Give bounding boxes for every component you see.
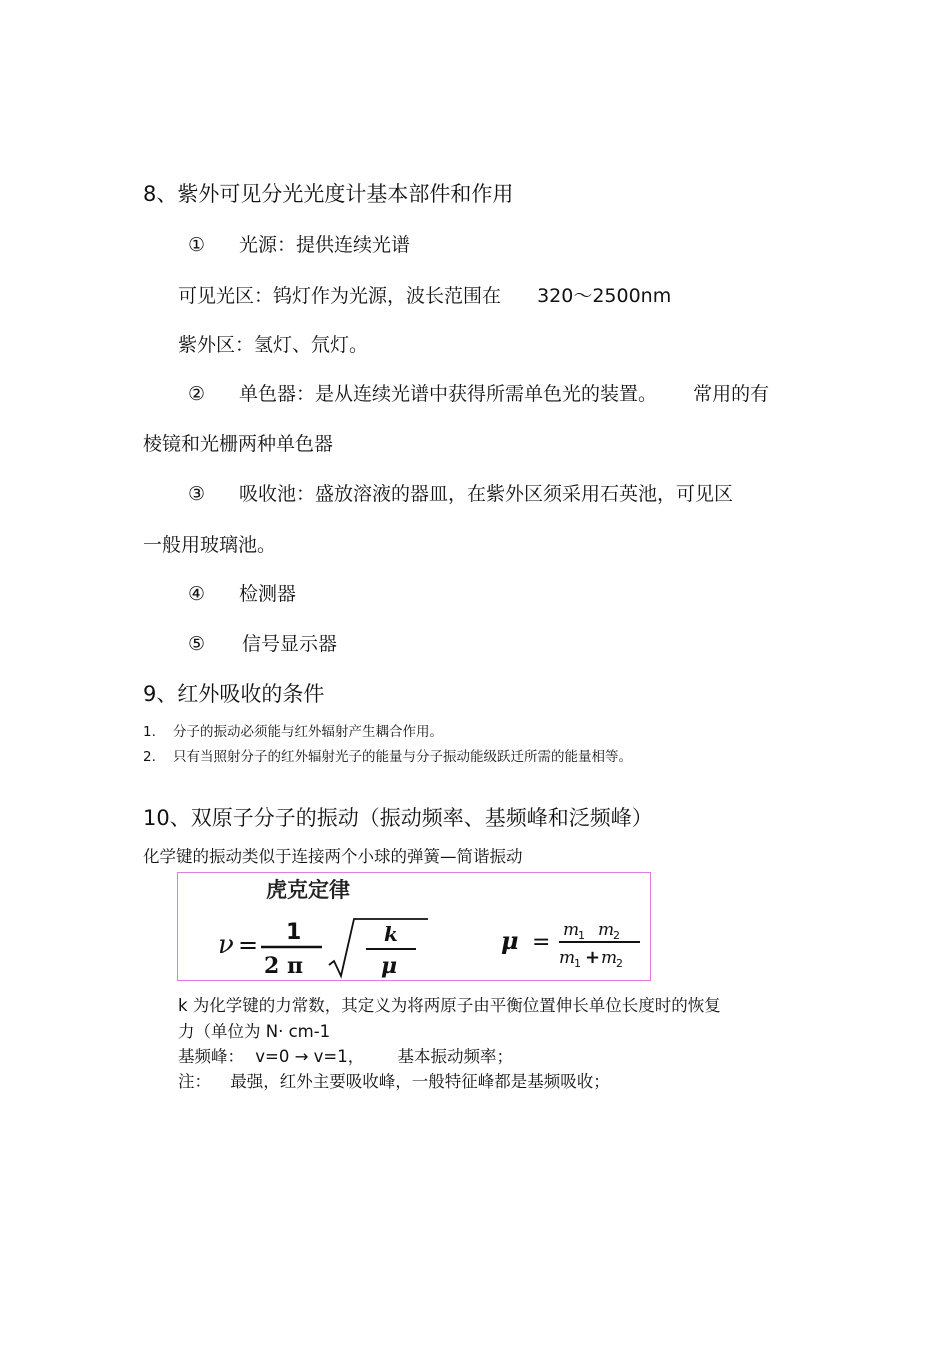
formula-nu: ν: [218, 930, 234, 960]
note-line: [178, 1068, 610, 1092]
visible-light-line: [178, 281, 671, 308]
item1-text: 光源：提供连续光谱: [239, 234, 411, 256]
sqrt-sign: [329, 919, 428, 976]
section10-heading: 10、双原子分子的振动（振动频率、基频峰和泛频峰）: [143, 806, 653, 830]
formula-m2-den: m: [601, 948, 618, 968]
list-item: [143, 745, 632, 765]
item2-continuation: 棱镜和光栅两种单色器: [143, 433, 334, 455]
formula-sub1-den: 1: [574, 957, 581, 970]
formula-equals-2: =: [532, 930, 551, 955]
list-number: 2.: [143, 749, 156, 765]
list-text: 分子的振动必须能与红外辐射产生耦合作用。: [173, 724, 443, 740]
list-item: [143, 720, 443, 740]
item1-marker: ①: [188, 234, 206, 256]
item2-text: 单色器：是从连续光谱中获得所需单色光的装置。: [239, 383, 658, 405]
item3-text: 吸收池：盛放溶液的器皿，在紫外区须采用石英池，可见区: [239, 483, 734, 505]
fundamental-peak-line: [178, 1043, 513, 1067]
hookes-law-formula: [177, 872, 651, 981]
formula-m1-num: m: [563, 920, 580, 940]
item1: [188, 230, 410, 257]
formula-two-pi: 2 π: [264, 953, 304, 979]
item4-marker: ④: [188, 583, 206, 605]
formula-one: 1: [286, 920, 302, 945]
formula-m1-den: m: [559, 948, 576, 968]
item3-marker: ③: [188, 483, 206, 505]
formula-title: 虎克定律: [266, 878, 350, 902]
formula-sub2-num: 2: [613, 929, 620, 942]
section9-heading: 9、红外吸收的条件: [143, 682, 325, 706]
wavelength-range: 320～2500nm: [537, 285, 672, 307]
fundamental-transition: v=0 → v=1，: [255, 1047, 365, 1066]
uv-region-line: 紫外区：氢灯、氘灯。: [178, 334, 369, 356]
visible-light-label: 可见光区：钨灯作为光源，波长范围在: [178, 285, 502, 307]
section8-heading: 8、紫外可见分光光度计基本部件和作用: [143, 182, 514, 206]
item4: [188, 579, 296, 606]
item3: [188, 479, 733, 506]
fundamental-desc: 基本振动频率；: [397, 1047, 513, 1066]
formula-sub2-den: 2: [616, 957, 623, 970]
formula-sub1-num: 1: [578, 929, 585, 942]
formula-mu: μ: [381, 953, 398, 979]
section10-intro: 化学键的振动类似于连接两个小球的弹簧—简谐振动: [143, 847, 523, 866]
formula-mu-lhs: μ: [501, 926, 519, 955]
k-definition-line1: k 为化学键的力常数，其定义为将两原子由平衡位置伸长单位长度时的恢复: [178, 996, 721, 1015]
k-definition-line2: 力（单位为 N· cm-1: [178, 1022, 331, 1041]
item5-text: 信号显示器: [242, 633, 338, 655]
item4-text: 检测器: [239, 583, 297, 605]
formula-equals: =: [238, 931, 259, 959]
item5-marker: ⑤: [188, 633, 206, 655]
formula-k: k: [384, 922, 398, 946]
formula-m2-num: m: [598, 920, 615, 940]
list-text: 只有当照射分子的红外辐射光子的能量与分子振动能级跃迁所需的能量相等。: [173, 749, 632, 765]
note-text: 最强，红外主要吸收峰，一般特征峰都是基频吸收；: [230, 1072, 610, 1091]
item2-tail: 常用的有: [693, 383, 770, 405]
list-number: 1.: [143, 724, 156, 740]
formula-plus: +: [585, 947, 601, 968]
item2-marker: ②: [188, 383, 206, 405]
item2: [188, 379, 769, 406]
note-label: 注：: [178, 1072, 211, 1091]
fundamental-label: 基频峰：: [178, 1047, 244, 1066]
item5: [188, 629, 337, 656]
item3-continuation: 一般用玻璃池。: [143, 534, 277, 556]
